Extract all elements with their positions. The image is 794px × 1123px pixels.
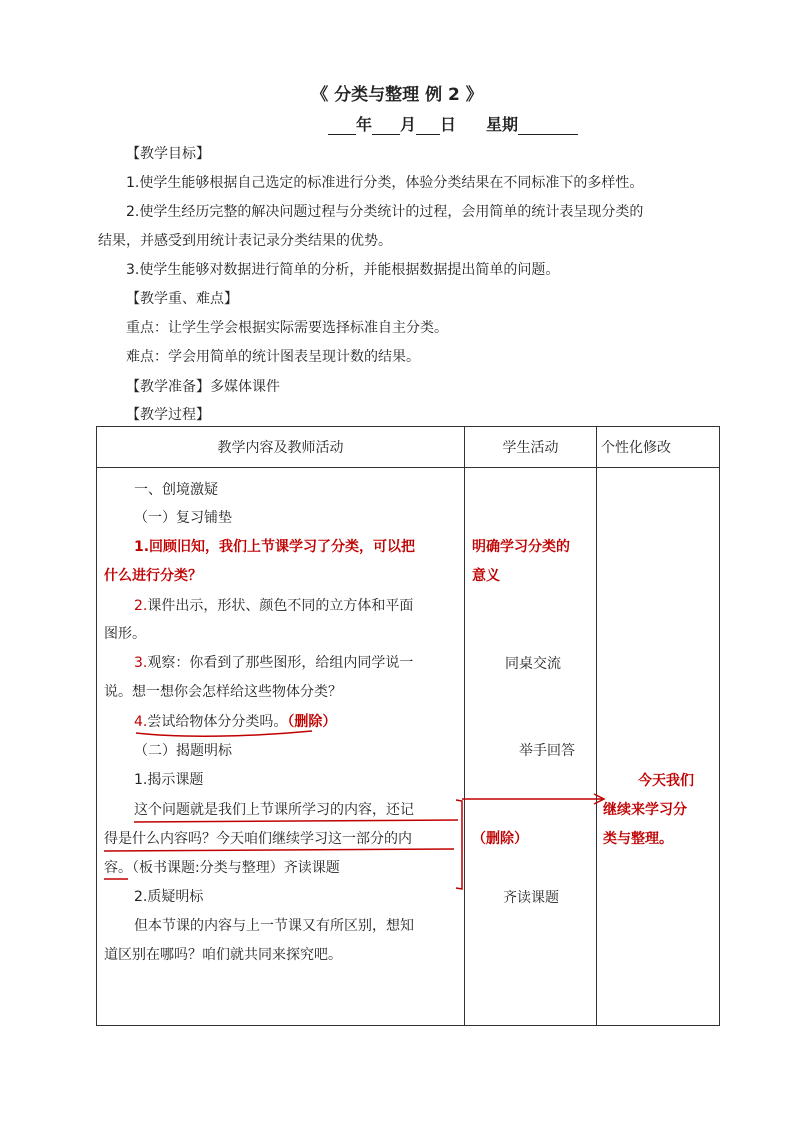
topic-para-end: 容。 [104,860,132,876]
prep-line: 【教学准备】多媒体课件 [126,379,280,395]
question-goal: 2.质疑明标 [134,889,204,905]
note-line3: 类与整理。 [603,831,673,847]
step-1-line1: 1.回顾旧知，我们上节课学习了分类，可以把 [134,539,416,555]
student-activity-1-line1: 明确学习分类的 [472,539,570,555]
step-3-text: 观察：你看到了那些图形，给组内同学说一 [147,655,414,671]
difficult-point: 难点：学会用简单的统计图表呈现计数的结果。 [126,349,420,365]
header-notes: 个性化修改 [597,427,720,468]
key-point: 重点：让学生学会根据实际需要选择标准自主分类。 [126,320,448,336]
student-activity-3: 举手回答 [519,743,575,759]
header-student: 学生活动 [465,427,597,468]
topic-underline-1 [134,820,458,822]
page-title: 《 分类与整理 例 2 》 [311,85,483,105]
topic-bracket [456,800,462,889]
closing-line1: 但本节课的内容与上一节课又有所区别，想知 [134,918,414,934]
step-3-line2: 说。想一想你会怎样给这些物体分类？ [104,684,342,700]
objectives-heading: 【教学目标】 [126,146,210,162]
step-4-text: 尝试给物体分分类吗。 [147,714,288,730]
student-activity-2: 同桌交流 [505,656,561,672]
topic-underline-2 [104,849,454,851]
day-label: 日 [440,115,457,134]
step-2-text: 课件出示，形状、颜色不同的立方体和平面 [147,598,414,614]
objective-1: 1.使学生能够根据自己选定的标准进行分类，体验分类结果在不同标准下的多样性。 [126,175,644,191]
step-4-underline [136,731,312,736]
step-2-number: 2. [134,598,148,614]
objective-2-line2: 结果，并感受到用统计表记录分类结果的优势。 [98,233,392,249]
month-label: 月 [400,115,417,134]
closing-line2: 道区别在哪吗？咱们就共同来探究吧。 [104,947,342,963]
topic-para-line2: 得是什么内容吗？今天咱们继续学习这一部分的内 [104,831,412,847]
note-line1: 今天我们 [638,773,694,789]
keypoints-heading: 【教学重、难点】 [126,291,238,307]
note-line2: 继续来学习分 [603,802,687,818]
year-label: 年 [356,115,373,134]
student-delete-mark: （删除） [472,831,528,847]
objective-2-line1: 2.使学生经历完整的解决问题过程与分类统计的过程，会用简单的统计表呈现分类的 [126,204,644,220]
stage-1: 一、创境激疑 [134,482,218,498]
process-heading: 【教学过程】 [126,407,210,423]
topic-board-note: （板书课题:分类与整理）齐读课题 [132,860,340,876]
student-activity-4: 齐读课题 [503,890,559,906]
objective-3: 3.使学生能够对数据进行简单的分析，并能根据数据提出简单的问题。 [126,262,560,278]
reveal-topic: 1.揭示课题 [134,772,204,788]
weekday-label: 星期 [486,115,519,134]
header-teacher: 教学内容及教师活动 [97,427,465,468]
step-4-number: 4. [134,714,148,730]
step-3-number: 3. [134,655,148,671]
step-1-line2: 什么进行分类？ [104,568,202,584]
part-2: （二）揭题明标 [134,743,232,759]
student-activity-1-line2: 意义 [472,568,500,584]
topic-para-line1: 这个问题就是我们上节课所学习的内容，还记 [134,802,414,818]
part-1: （一）复习铺垫 [134,510,232,526]
step-2-line2: 图形。 [104,626,146,642]
step-4-delete-mark: （删除） [287,714,337,730]
